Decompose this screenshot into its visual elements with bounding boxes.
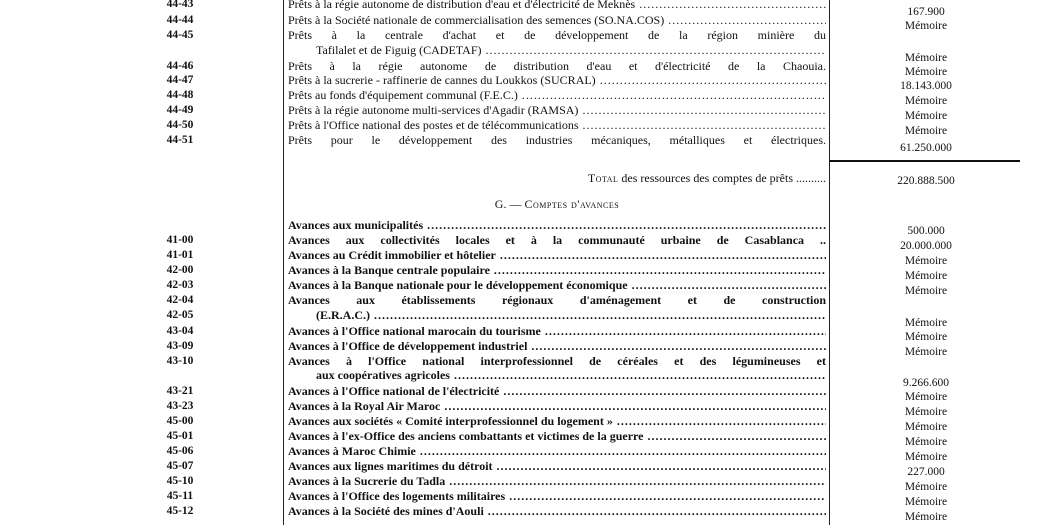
article-code: 41-01 <box>166 249 194 261</box>
table-row <box>0 59 1050 78</box>
article-label: Avances à l'Office des logements militaires ..... <box>288 489 826 504</box>
article-label: Avances à la Banque nationale pour le développement économique ..... <box>288 278 826 293</box>
table-row <box>0 88 1050 107</box>
article-code: 45-12 <box>166 505 194 517</box>
article-label: Avances à l'Office national marocain du tourisme ..... <box>288 324 826 339</box>
article-code: 43-09 <box>166 340 194 352</box>
article-label: Prêts à l'Office national des postes et de télécommunications ..... <box>288 118 826 133</box>
article-amount: 500.000 <box>907 225 945 237</box>
section-letter: G. — <box>494 197 522 211</box>
article-label: Prêts à la centrale d'achat et de développement de la région minière du <box>288 28 826 42</box>
article-code: 44-44 <box>166 14 194 26</box>
article-code: 45-11 <box>166 490 194 502</box>
article-label: Avances à l'Office de développement industriel ..... <box>288 339 826 354</box>
article-label: Avances aux lignes maritimes du détroit ..... <box>288 459 826 474</box>
article-amount: Mémoire <box>904 20 948 32</box>
table-row <box>0 233 1050 252</box>
total-amount: 220.888.500 <box>897 175 955 187</box>
article-code: 45-10 <box>166 475 194 487</box>
article-code: 45-07 <box>166 460 194 472</box>
table-row <box>0 248 1050 267</box>
article-label: Avances aux municipalités ..... <box>288 218 826 233</box>
article-amount: Mémoire <box>904 125 948 137</box>
article-code: 43-23 <box>166 400 194 412</box>
article-label-continuation: (E.R.A.C.) ..... <box>288 308 826 323</box>
article-code: 44-46 <box>166 60 194 72</box>
table-row <box>0 218 1050 237</box>
table-row <box>0 73 1050 92</box>
table-row <box>0 278 1050 297</box>
article-label: Avances à l'ex-Office des anciens combattants et victimes de la guerre ..... <box>288 429 826 444</box>
table-row <box>0 444 1050 463</box>
article-label: Prêts à la régie autonome de distribution d'eau et d'électricité de Meknès ..... <box>288 0 826 12</box>
article-amount: 167.900 <box>907 6 945 18</box>
article-code: 42-05 <box>166 309 194 321</box>
table-row <box>0 133 1050 154</box>
article-code: 42-04 <box>166 294 194 306</box>
article-amount: Mémoire <box>904 270 948 282</box>
article-label-continuation: aux coopératives agricoles ..... <box>288 368 826 383</box>
article-code: 43-10 <box>166 355 194 367</box>
article-label: Prêts pour le développement des industries mécaniques, métalliques et électriques. <box>288 133 826 147</box>
table-row <box>0 103 1050 122</box>
table-row <box>0 293 1050 308</box>
article-label: Avances aux sociétés « Comité interprofessionnel du logement » ..... <box>288 414 826 429</box>
article-amount: Mémoire <box>904 406 948 418</box>
section-title: Comptes d'avances <box>524 197 620 211</box>
article-label-continuation: Tafilalet et de Figuig (CADETAF) ..... <box>288 43 826 58</box>
table-row-continuation <box>0 43 1050 64</box>
table-row <box>0 263 1050 282</box>
article-code: 43-04 <box>166 325 194 337</box>
article-amount: Mémoire <box>904 317 948 329</box>
table-row <box>0 28 1050 43</box>
article-amount: Mémoire <box>904 110 948 122</box>
article-code: 41-00 <box>166 234 194 246</box>
article-amount: Mémoire <box>904 255 948 267</box>
article-code: 45-06 <box>166 445 194 457</box>
section-heading <box>0 197 1050 212</box>
article-label: Avances à l'Office national interprofessionnel de céréales et des légumineuses et <box>288 354 826 368</box>
article-label: Avances à l'Office national de l'électricité ..... <box>288 384 826 399</box>
article-amount: Mémoire <box>904 285 948 297</box>
article-amount: Mémoire <box>904 391 948 403</box>
article-amount: Mémoire <box>904 421 948 433</box>
total-rule <box>829 160 1020 162</box>
table-row <box>0 414 1050 433</box>
article-amount: 20.000.000 <box>900 240 952 252</box>
article-label: Prêts à la régie autonome de distribution d'eau et d'électricité de la Chaouia. <box>288 59 826 73</box>
table-row <box>0 504 1050 523</box>
table-row-continuation <box>0 368 1050 389</box>
article-code: 44-48 <box>166 89 194 101</box>
table-row <box>0 324 1050 343</box>
article-code: 44-50 <box>166 119 194 131</box>
table-row <box>0 399 1050 418</box>
article-label: Avances à Maroc Chimie ..... <box>288 444 826 459</box>
article-label: Prêts au fonds d'équipement communal (F.E.C.) ..... <box>288 88 826 103</box>
table-row <box>0 118 1050 137</box>
article-label: Avances au Crédit immobilier et hôtelier ..... <box>288 248 826 263</box>
article-code: 45-01 <box>166 430 194 442</box>
article-label: Prêts à la régie autonome multi-services d'Agadir (RAMSA) ..... <box>288 103 826 118</box>
table-row <box>0 429 1050 448</box>
table-row <box>0 13 1050 32</box>
article-label: Prêts à la sucrerie - raffinerie de cannes du Loukkos (SUCRAL) ..... <box>288 73 826 88</box>
table-row <box>0 474 1050 493</box>
article-amount: Mémoire <box>904 66 948 78</box>
article-amount: Mémoire <box>904 436 948 448</box>
article-label: Avances aux établissements régionaux d'aménagement et de construction <box>288 293 826 307</box>
section-g-heading <box>288 197 826 212</box>
table-row <box>0 489 1050 508</box>
article-code: 43-21 <box>166 385 194 397</box>
article-amount: 227.000 <box>907 466 945 478</box>
article-amount: Mémoire <box>904 346 948 358</box>
article-code: 44-43 <box>166 0 194 10</box>
total-prefix: Total <box>587 171 619 185</box>
article-amount: Mémoire <box>904 496 948 508</box>
table-row <box>0 354 1050 369</box>
article-label: Avances à la Royal Air Maroc ..... <box>288 399 826 414</box>
table-row <box>0 339 1050 358</box>
table-row-continuation <box>0 308 1050 329</box>
table-row <box>0 0 1050 18</box>
article-amount: 61.250.000 <box>900 142 952 154</box>
article-amount: 9.266.600 <box>903 377 949 389</box>
article-label: Avances à la Banque centrale populaire ..... <box>288 263 826 278</box>
article-label: Avances à la Société des mines d'Aouli ..... <box>288 504 826 519</box>
table-row <box>0 459 1050 478</box>
article-amount: Mémoire <box>904 451 948 463</box>
article-code: 44-51 <box>166 134 194 146</box>
total-label: Total des ressources des comptes de prêts .......... <box>587 171 826 185</box>
article-code: 44-45 <box>166 29 194 41</box>
article-amount: Mémoire <box>904 331 948 343</box>
article-amount: Mémoire <box>904 481 948 493</box>
total-row <box>0 171 1050 186</box>
article-code: 42-03 <box>166 279 194 291</box>
article-amount: Mémoire <box>904 95 948 107</box>
article-code: 44-49 <box>166 104 194 116</box>
article-amount: 18.143.000 <box>900 80 952 92</box>
article-code: 42-00 <box>166 264 194 276</box>
total-text: des ressources des comptes de prêts <box>621 171 793 185</box>
article-code: 45-00 <box>166 415 194 427</box>
article-amount: Mémoire <box>904 511 948 523</box>
article-label: Avances aux collectivités locales et à la communauté urbaine de Casablanca .. <box>288 233 826 247</box>
article-label: Avances à la Sucrerie du Tadla ..... <box>288 474 826 489</box>
table-row <box>0 384 1050 403</box>
article-label: Prêts à la Société nationale de commercialisation des semences (SO.NA.COS) ..... <box>288 13 826 28</box>
article-code: 44-47 <box>166 74 194 86</box>
article-amount: Mémoire <box>904 52 948 64</box>
